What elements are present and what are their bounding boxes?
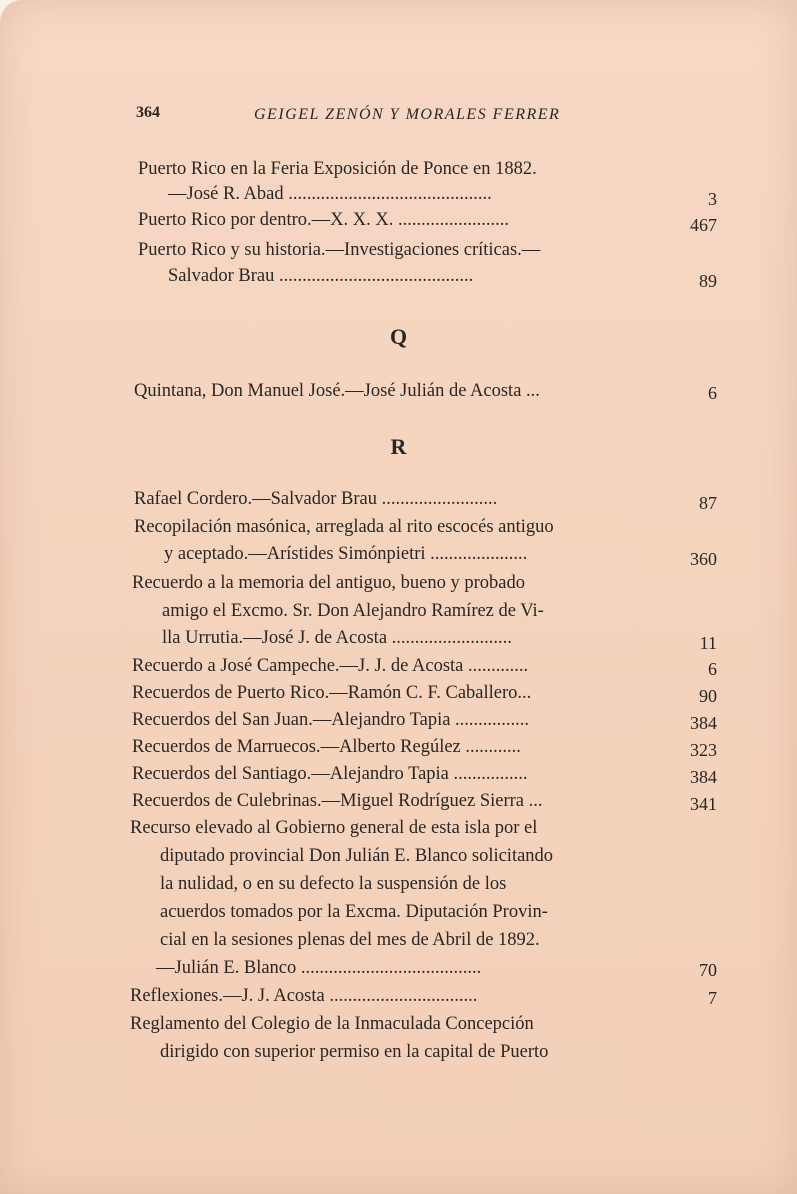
entry-page-number: 323	[690, 740, 717, 760]
entry-page-number: 87	[699, 493, 717, 513]
entry-text: Recuerdo a José Campeche.—J. J. de Acosta .............	[132, 656, 529, 676]
entry-text: Recuerdos de Marruecos.—Alberto Regúlez ............	[132, 737, 521, 757]
entry-page-number: 90	[699, 686, 717, 706]
entry-text: Puerto Rico por dentro.—X. X. X. ........................	[138, 210, 509, 230]
entry-text: dirigido con superior permiso en la capital de Puerto	[160, 1042, 549, 1062]
entry-text: Recuerdos de Puerto Rico.—Ramón C. F. Caballero...	[132, 683, 532, 703]
entry-text: —Julián E. Blanco .......................................	[156, 958, 482, 978]
running-title: GEIGEL ZENÓN Y MORALES FERRER	[254, 106, 561, 123]
entry-text: Recuerdos de Culebrinas.—Miguel Rodríguez Sierra ...	[132, 791, 543, 811]
entry-text: Puerto Rico en la Feria Exposición de Ponce en 1882.	[138, 159, 537, 179]
entry-page-number: 7	[708, 988, 717, 1008]
entry-text: Puerto Rico y su historia.—Investigaciones críticas.—	[138, 240, 541, 260]
entry-page-number: 360	[690, 549, 717, 569]
page-number: 364	[136, 104, 160, 121]
entry-text: Recuerdos del San Juan.—Alejandro Tapia ................	[132, 710, 530, 730]
entry-text: Reglamento del Colegio de la Inmaculada Concepción	[130, 1014, 534, 1034]
entry-text: Quintana, Don Manuel José.—José Julián de Acosta ...	[134, 381, 540, 401]
entry-text: Salvador Brau ..........................................	[168, 266, 474, 286]
entry-page-number: 341	[690, 794, 717, 814]
entry-text: lla Urrutia.—José J. de Acosta ..........................	[162, 628, 512, 648]
entry-page-number: 70	[699, 960, 717, 980]
entry-page-number: 384	[690, 767, 717, 787]
entry-text: —José R. Abad ............................................	[168, 184, 492, 204]
entry-text: diputado provincial Don Julián E. Blanco solicitando	[160, 846, 554, 866]
section-letter-q: Q	[389, 324, 408, 349]
entry-page-number: 89	[699, 271, 717, 291]
entry-text: y aceptado.—Arístides Simónpietri .....................	[164, 544, 528, 564]
entry-page-number: 6	[708, 383, 717, 403]
page-header	[136, 104, 636, 134]
entry-page-number: 467	[690, 215, 717, 235]
entry-text: Recuerdos del Santiago.—Alejandro Tapia ................	[132, 764, 528, 784]
entry-page-number: 3	[708, 189, 717, 209]
entry-text: Recopilación masónica, arreglada al rito escocés antiguo	[134, 517, 554, 537]
entry-page-number: 6	[708, 659, 717, 679]
entry-text: cial en la sesiones plenas del mes de Abril de 1892.	[160, 930, 540, 950]
entry-text: Recurso elevado al Gobierno general de esta isla por el	[130, 818, 538, 838]
entry-text: Reflexiones.—J. J. Acosta ................................	[130, 986, 478, 1006]
entry-text: amigo el Excmo. Sr. Don Alejandro Ramírez de Vi-	[162, 601, 544, 621]
entry-page-number: 11	[699, 633, 717, 653]
entry-text: Recuerdo a la memoria del antiguo, bueno y probado	[132, 573, 525, 593]
entry-text: Rafael Cordero.—Salvador Brau .........................	[134, 489, 498, 509]
entry-text: la nulidad, o en su defecto la suspensión de los	[160, 874, 507, 894]
entry-page-number: 384	[690, 713, 717, 733]
section-letter-r: R	[390, 434, 407, 459]
entry-text: acuerdos tomados por la Excma. Diputación Provin-	[160, 902, 548, 922]
